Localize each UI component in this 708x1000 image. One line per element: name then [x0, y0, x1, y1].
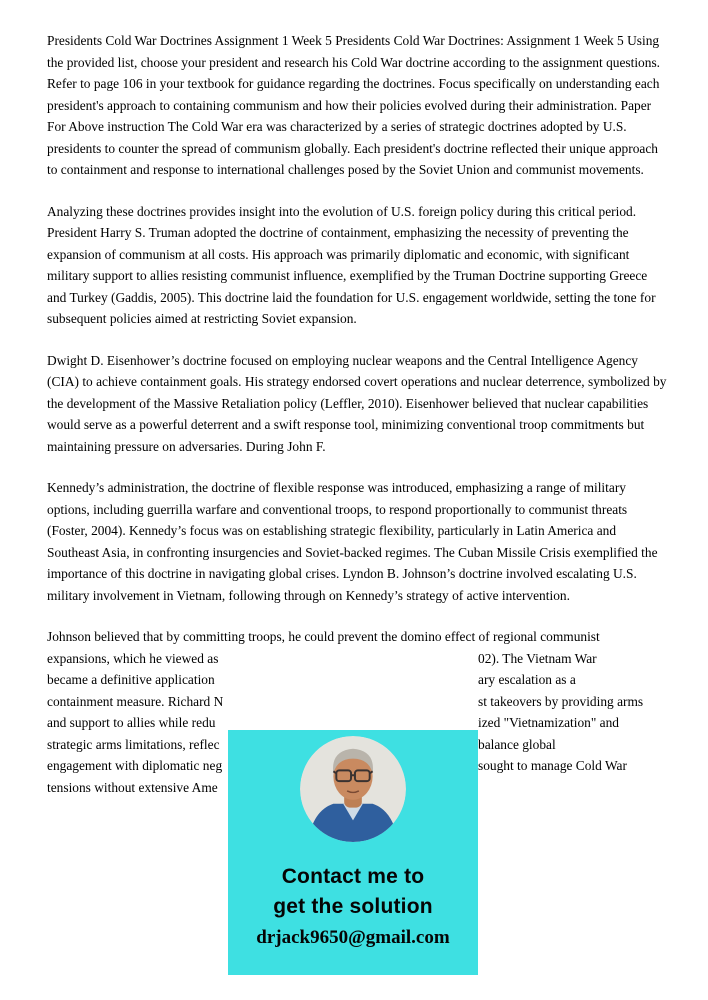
text-line	[47, 648, 669, 670]
text-fragment-right: ized "Vietnamization" and	[478, 715, 620, 730]
text-fragment-left: containment measure. Richard N	[47, 693, 224, 709]
paragraph-1: Presidents Cold War Doctrines Assignment 1 Week 5 Presidents Cold War Doctrines: Assignment 1 Week 5 Using the provided list, choose your president and research his Cold War doctrine according to the assignment questions. Refer to page 106 in your textbook for guidance regarding the doctrines. Focus specifically on understanding each president's approach to containing communism and how their policies evolved during their administration. Paper For Above instruction The Cold War era was characterized by a series of strategic doctrines adopted by U.S. presidents to counter the spread of communism globally. Each president's doctrine reflected their unique approach to containment and response to international challenges posed by the Soviet Union and communist movements.	[47, 33, 661, 177]
contact-overlay-card	[228, 730, 478, 975]
contact-email: drjack9650@gmail.com	[256, 927, 450, 948]
text-fragment-right: balance global	[478, 736, 556, 752]
text-fragment-left: tensions without extensive Ame	[47, 779, 218, 795]
contact-heading-line-1: Contact me to	[281, 865, 425, 888]
text-fragment-left: Johnson believed that by committing troops, he could prevent the domino effect of regional communist	[47, 629, 600, 644]
text-fragment-left: became a definitive application	[47, 672, 215, 687]
text-fragment-left: engagement with diplomatic neg	[47, 758, 223, 773]
contact-heading	[273, 862, 433, 922]
avatar	[300, 736, 406, 842]
text-fragment-right: 02). The Vietnam War	[478, 650, 597, 666]
text-line	[47, 669, 669, 691]
text-fragment-left: strategic arms limitations, reflec	[47, 736, 220, 752]
text-fragment-left: and support to allies while redu	[47, 715, 216, 730]
text-fragment-left: expansions, which he viewed as	[47, 650, 219, 666]
text-fragment-right: st takeovers by providing arms	[478, 693, 644, 709]
text-fragment-right: sought to manage Cold War	[478, 758, 627, 773]
text-line	[47, 626, 669, 648]
paragraph-2: Analyzing these doctrines provides insight into the evolution of U.S. foreign policy during this critical period. President Harry S. Truman adopted the doctrine of containment, emphasizing the necessity of preventing the expansion of communism at all costs. His approach was primarily diplomatic and economic, with significant military support to allies resisting communist influence, exemplified by the Truman Doctrine supporting Greece and Turkey (Gaddis, 2005). This doctrine laid the foundation for U.S. engagement worldwide, setting the tone for subsequent policies aimed at restricting Soviet expansion.	[47, 203, 656, 326]
text-fragment-right: ary escalation as a	[478, 672, 576, 687]
text-line	[47, 691, 669, 713]
paragraph-3: Dwight D. Eisenhower’s doctrine focused on employing nuclear weapons and the Central Intelligence Agency (CIA) to achieve containment goals. His strategy endorsed covert operations and nuclear deterrence, symbolized by the development of the Massive Retaliation policy (Leffler, 2010). Eisenhower believed that nuclear capabilities would serve as a powerful deterrent and a swift response tool, minimizing conventional troop commitments but maintaining pressure on adversaries. During John F.	[47, 352, 667, 454]
person-photo-graphic	[300, 736, 406, 842]
contact-heading-line-2: get the solution	[273, 895, 433, 918]
paragraph-4: Kennedy’s administration, the doctrine of flexible response was introduced, emphasizing a range of military options, including guerrilla warfare and conventional troops, to respond proportionally to communist threats (Foster, 2004). Kennedy’s focus was on establishing strategic flexibility, particularly in Latin America and Southeast Asia, in confronting insurgencies and Soviet-backed regimes. The Cuban Missile Crisis exemplified the importance of this doctrine in navigating global crises. Lyndon B. Johnson’s doctrine involved escalating U.S. military involvement in Vietnam, following through on Kennedy’s strategy of active intervention.	[47, 480, 658, 603]
